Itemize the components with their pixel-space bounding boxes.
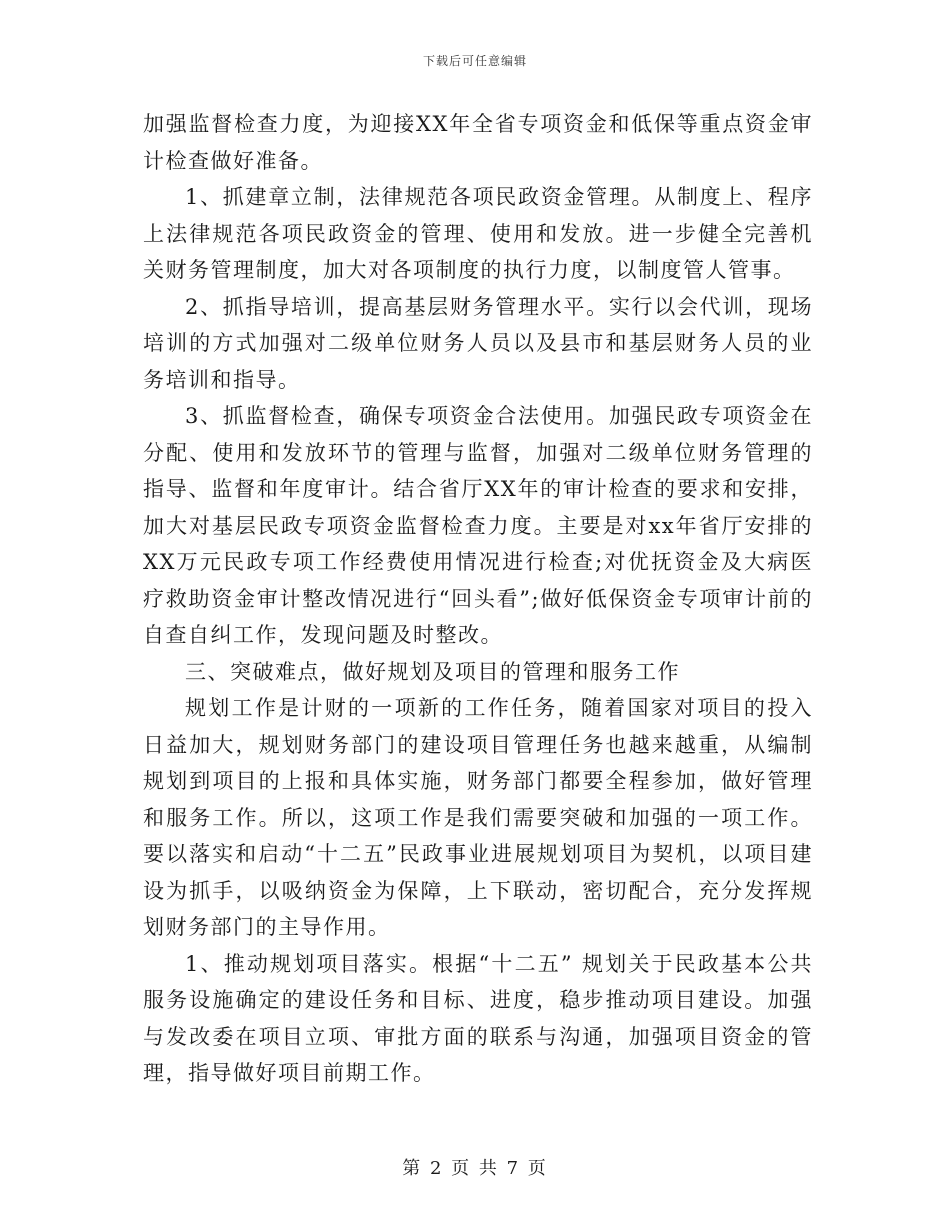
paragraph-item-3: 3、抓监督检查，确保专项资金合法使用。加强民政专项资金在分配、使用和发放环节的管理与监督，加强对二级单位财务管理的指导、监督和年度审计。结合省厅XX年的审计检查的要求和安排，加大对基层民政专项资金监督检查力度。主要是对xx年省厅安排的XX万元民政专项工作经费使用情况进行检查;对优抚资金及大病医疗救助资金审计整改情况进行“回头看”;做好低保资金专项审计前的自查自纠工作，发现问题及时整改。 — [143, 404, 813, 647]
document-body — [143, 106, 813, 1092]
section-heading-3: 三、突破难点，做好规划及项目的管理和服务工作 — [185, 659, 680, 684]
paragraph-section-item-1: 1、推动规划项目落实。根据“十二五” 规划关于民政基本公共服务设施确定的建设任务和目标、进度，稳步推动项目建设。加强与发改委在项目立项、审批方面的联系与沟通，加强项目资金的管理，指导做好项目前期工作。 — [143, 951, 813, 1085]
paragraph-item-1: 1、抓建章立制，法律规范各项民政资金管理。从制度上、程序上法律规范各项民政资金的管理、使用和发放。进一步健全完善机关财务管理制度，加大对各项制度的执行力度，以制度管人管事。 — [143, 185, 813, 282]
page-header-note: 下载后可任意编辑 — [422, 54, 527, 68]
page-number: 第 2 页 共 7 页 — [402, 1158, 548, 1179]
paragraph-continuation: 加强监督检查力度，为迎接XX年全省专项资金和低保等重点资金审计检查做好准备。 — [143, 112, 813, 173]
paragraph-item-2: 2、抓指导培训，提高基层财务管理水平。实行以会代训，现场培训的方式加强对二级单位财务人员以及县市和基层财务人员的业务培训和指导。 — [143, 294, 813, 392]
paragraph-section-intro: 规划工作是计财的一项新的工作任务，随着国家对项目的投入日益加大，规划财务部门的建设项目管理任务也越来越重，从编制规划到项目的上报和具体实施，财务部门都要全程参加，做好管理和服务工作。所以，这项工作是我们需要突破和加强的一项工作。要以落实和启动“十二五”民政事业进展规划项目为契机，以项目建设为抓手，以吸纳资金为保障，上下联动，密切配合，充分发挥规划财务部门的主导作用。 — [143, 696, 813, 939]
